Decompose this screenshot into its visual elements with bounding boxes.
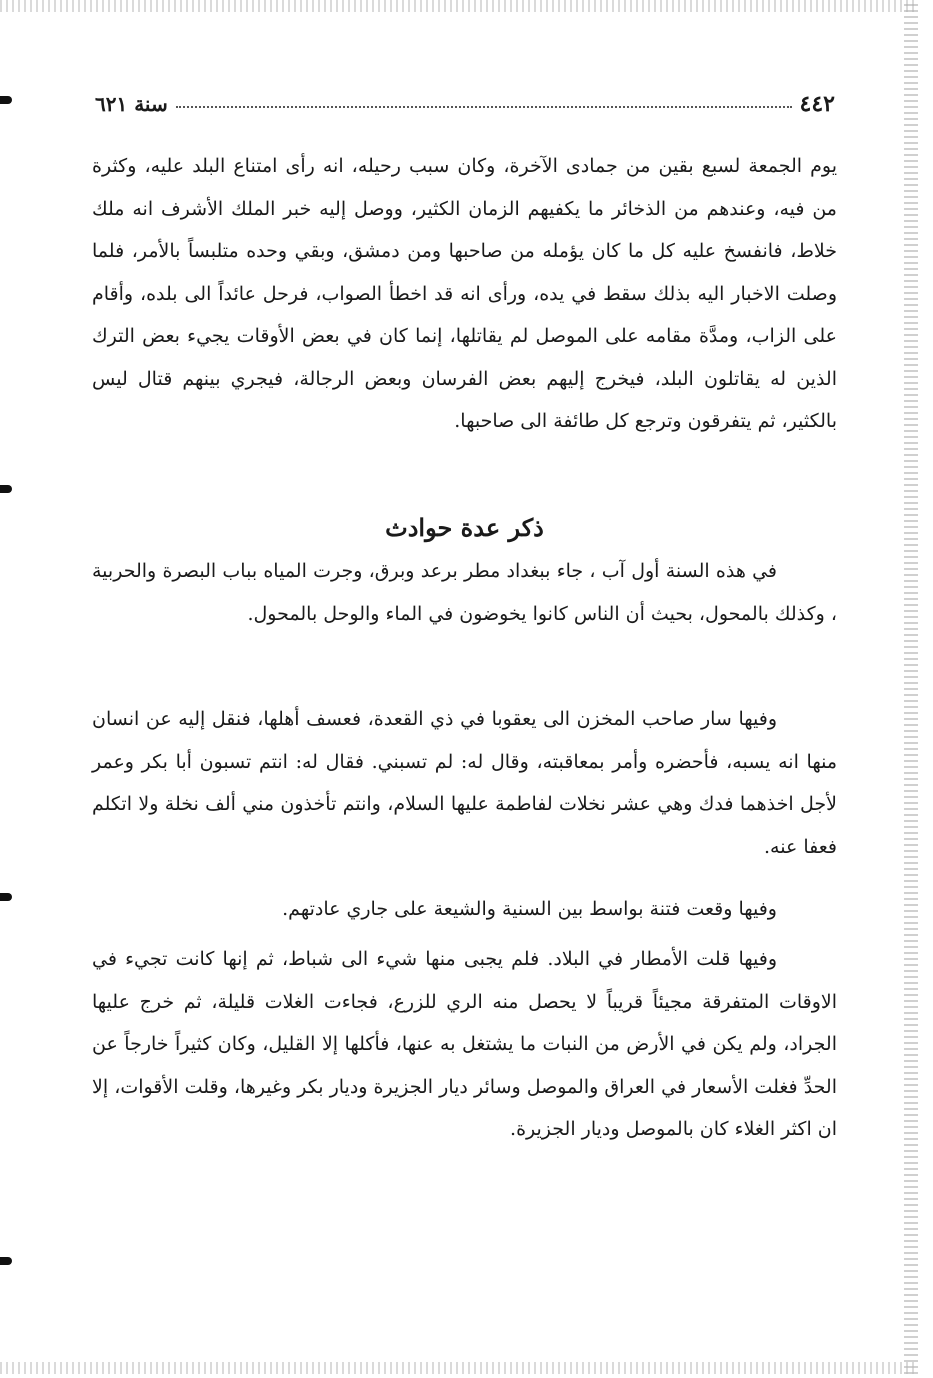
margin-mark [0,1257,12,1265]
body-paragraph: وفيها وقعت فتنة بواسط بين السنية والشيعة على جاري عادتهم. [282,898,777,920]
body-paragraph: وفيها سار صاحب المخزن الى يعقوبا في ذي القعدة، فعسف أهلها، فنقل إليه عن انسان منها انه يسبه، فأحضره وأمر بمعاقبته، وقال له: لم تسبني. فقال له: انتم تسبون أبا بكر وعمر لأجل اخذهما فدك وهي عشر نخلات لفاطمة عليها السلام، وانتم تأخذون مني ألف نخلة ولا اتكلم فعفا عنه. [92,708,837,858]
body-paragraph: وفيها قلت الأمطار في البلاد. فلم يجبى منها شيء الى شباط، ثم إنها كانت تجيء في الاوقات المتفرقة مجيئاً قريباً لا يحصل منه الري للزرع، فجاءت الغلات قليلة، ثم خرج عليها الجراد، ولم يكن في الأرض من النبات ما يشتغل به عنها، فأكلها إلا القليل، وكان كثيراً خارجاً عن الحدِّ فغلت الأسعار في العراق والموصل وسائر ديار الجزيرة وديار بكر وغيرها، وقلت الأقوات، إلا ان اكثر الغلاء كان بالموصل وديار الجزيرة. [92,948,837,1140]
body-paragraph: في هذه السنة أول آب ، جاء ببغداد مطر برعد وبرق، وجرت المياه بباب البصرة والحربية ، وكذلك بالمحول، بحيث أن الناس كانوا يخوضون في الماء والوحل بالمحول. [92,560,837,625]
decorative-border-bottom [0,1362,918,1374]
decorative-border-top [0,0,918,12]
margin-mark [0,893,12,901]
header-year: سنة ٦٢١ [95,92,168,116]
page-number: ٤٤٢ [799,91,835,117]
header-dotted-leader [176,106,792,108]
margin-mark [0,96,12,104]
running-header [95,88,835,120]
section-heading: ذكر عدة حوادث [385,513,544,542]
body-paragraph: يوم الجمعة لسبع بقين من جمادى الآخرة، وكان سبب رحيله، انه رأى امتناع البلد عليه، وكثرة من فيه، وعندهم من الذخائر ما يكفيهم الزمان الكثير، ووصل إليه خبر الملك الأشرف انه ملك خلاط، فانفسخ عليه كل ما كان يؤمله من صاحبها ومن دمشق، وبقي وحده متلبساً بالأمر، فلما وصلت الاخبار اليه بذلك سقط في يده، ورأى انه قد اخطأ الصواب، فرحل عائداً الى بلده، وأقام على الزاب، ومدَّة مقامه على الموصل لم يقاتلها، إنما كان في بعض الأوقات يجيء بعض الترك الذين له يقاتلون البلد، فيخرج إليهم بعض الفرسان وبعض الرجالة، فيجري بينهم قتال ليس بالكثير، ثم يتفرقون وترجع كل طائفة الى صاحبها. [92,155,837,432]
decorative-border-right [904,0,918,1374]
margin-mark [0,485,12,493]
